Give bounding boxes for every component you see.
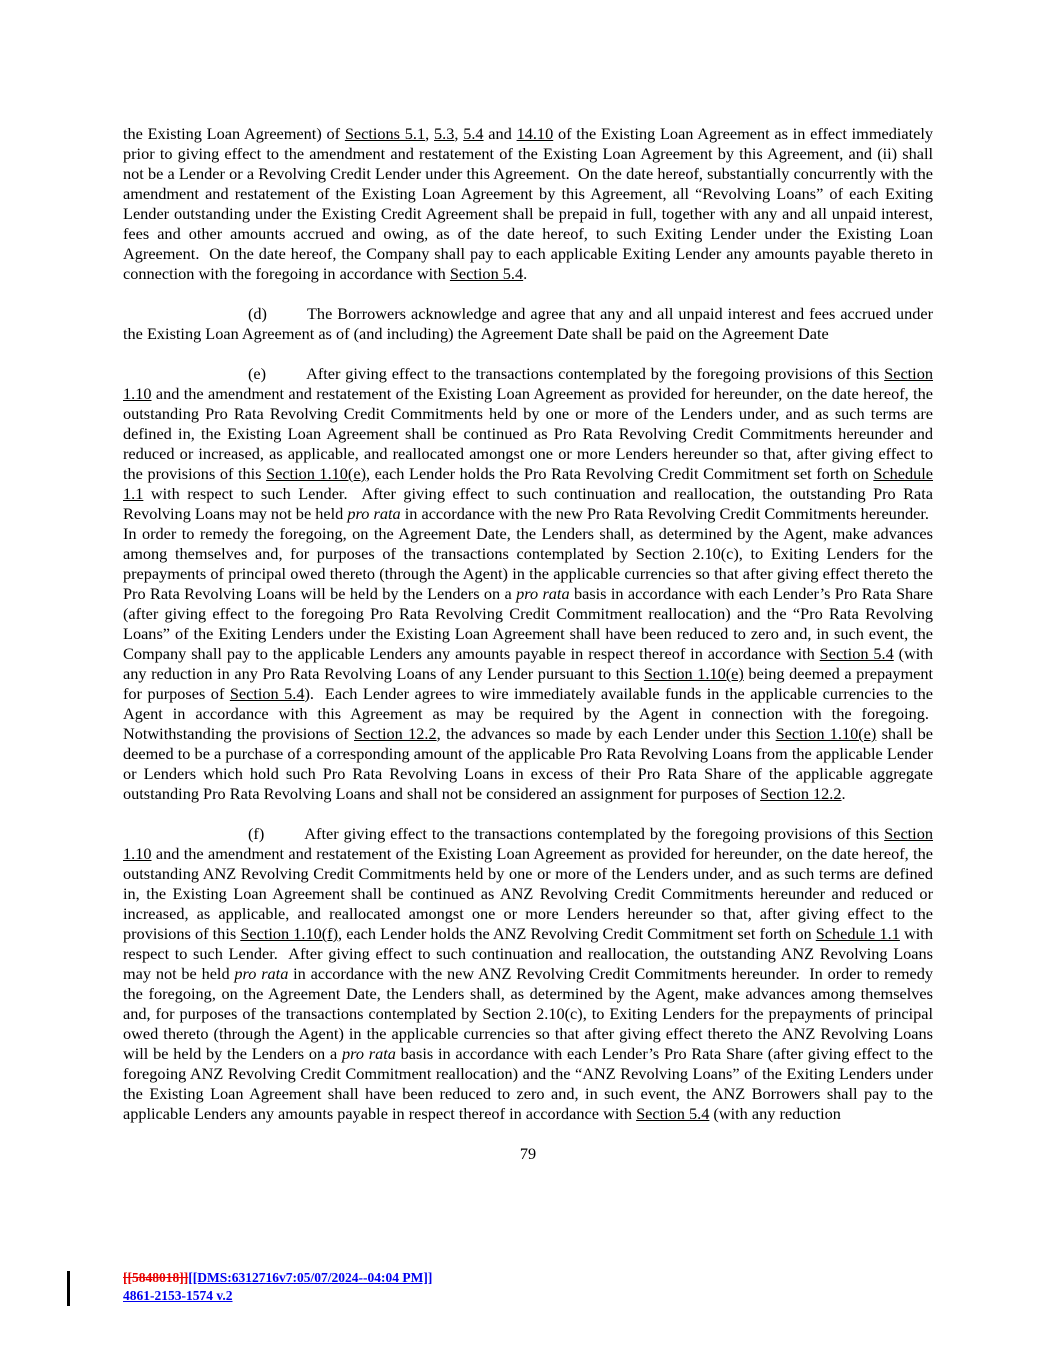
rich-text <box>123 1270 432 1285</box>
paragraph-label-e: (e) <box>248 364 267 383</box>
text-run: shall be deemed to be a purchase of a corresponding amount of the applicable Pro Rata Revolving Loans from the applicable Lender or Lenders which hold such Pro Rata Revolving Loans in excess of their Pro Rata Share of the applicable aggregate outstanding Pro Rata Revolving Loans and shall not be considered an assignment for purposes of <box>123 724 934 803</box>
text-run: (with any reduction <box>709 1104 841 1123</box>
text-run: After giving effect to the transactions contemplated by the foregoing provisions of this <box>304 824 885 843</box>
text-run: and <box>483 124 517 143</box>
text-run: basis in accordance with each Lender’s Pro Rata Share (after giving effect to the foregoing Pro Rata Revolving Credit Commitment reallocation) and the “Pro Rata Revolving Loans” of the Exiting Lenders under the Existing Loan Agreement shall have been reduced to zero and, in such event, the Company shall pay to the applicable Lenders any amounts payable in respect thereof in accordance with <box>123 584 934 663</box>
section-reference: Section 12.2 <box>353 724 437 743</box>
text-run: being deemed a prepayment for purposes of <box>123 664 934 703</box>
italic-term: pro rata <box>341 1044 396 1063</box>
rich-text <box>123 304 933 343</box>
page-number: 79 <box>519 1144 537 1163</box>
text-run: and the amendment and restatement of the Existing Loan Agreement as provided for hereunder, on the date hereof, the outstanding Pro Rata Revolving Credit Commitments held by one or more of the Lenders under, and as such terms are defined in, the Existing Loan Agreement shall be continued as Pro Rata Revolving Credit Commitments hereunder and reduced or increased, as applicable, and reallocated amongst one or more Lenders hereunder so that, after giving effect to the provisions of this <box>123 384 933 483</box>
section-reference: 14.10 <box>516 124 554 143</box>
section-reference: Section 12.2 <box>760 784 842 803</box>
text-block <box>123 124 933 1164</box>
paragraph-label-f: (f) <box>248 824 265 843</box>
section-reference: 5.4 <box>463 124 484 143</box>
text-run: , the advances so made by each Lender under this <box>436 724 776 743</box>
text-run: , each Lender holds the Pro Rata Revolving Credit Commitment set forth on <box>366 464 874 483</box>
section-reference: Section 5.4 <box>636 1104 710 1123</box>
text-run: the Existing Loan Agreement) of <box>123 124 345 143</box>
text-run: and the amendment and restatement of the Existing Loan Agreement as provided for hereunder, on the date hereof, the outstanding ANZ Revolving Credit Commitments held by one or more of the Lenders under, and as such terms are defined in, the Existing Loan Agreement shall be continued as ANZ Revolving Credit Commitments hereunder and reduced or increased, as applicable, and reallocated amongst one or more Lenders hereunder so that, after giving effect to the provisions of this <box>123 844 933 943</box>
text-run: . <box>523 264 528 283</box>
section-reference: Section 1.10(e) <box>775 724 877 743</box>
paragraph-e <box>123 364 933 804</box>
section-reference: Section 5.4 <box>229 684 305 703</box>
section-reference: Section 1.10 <box>123 824 933 863</box>
rich-text <box>123 364 933 803</box>
section-reference: Section 1.10(e) <box>643 664 744 683</box>
paragraph-f <box>123 824 933 1124</box>
section-reference: Section 1.10 <box>123 364 933 403</box>
section-reference: Schedule 1.1 <box>815 924 900 943</box>
italic-term: pro rata <box>234 964 289 983</box>
document-stamp <box>123 1269 432 1304</box>
italic-term: pro rata <box>516 584 570 603</box>
text-run: . <box>841 784 846 803</box>
rich-text <box>123 124 933 283</box>
text-run: , each Lender holds the ANZ Revolving Credit Commitment set forth on <box>338 924 816 943</box>
text-run: After giving effect to the transactions contemplated by the foregoing provisions of this <box>306 364 885 383</box>
deleted-doc-id: [[5848018]] <box>123 1270 189 1285</box>
text-run: ). Each Lender agrees to wire immediately available funds in the applicable currencies to the Agent in accordance with this Agreement as may be required by the Agent in connection with the foregoing. Notwithstanding the provisions of <box>123 684 933 743</box>
text-run: of the Existing Loan Agreement as in effect immediately prior to giving effect to the amendment and restatement of the Existing Loan Agreement by this Agreement, and (ii) shall not be a Lender or a Revolving Credit Lender under this Agreement. On the date hereof, substantially concurrently with the amendment and restatement of the Existing Loan Agreement by this Agreement, all “Revolving Loans” of each Exiting Lender outstanding under the Existing Credit Agreement shall be prepaid in full, together with any and all unpaid interest, fees and other amounts accrued and owing, as of the date hereof, to such Exiting Lender under the Existing Loan Agreement. On the date hereof, the Company shall pay to each applicable Exiting Lender any amounts payable thereto in connection with the foregoing in accordance with <box>123 124 934 283</box>
section-reference: Section 5.4 <box>449 264 524 283</box>
section-reference: 5.3 <box>433 124 455 143</box>
text-run: The Borrowers acknowledge and agree that any and all unpaid interest and fees accrued under the Existing Loan Agreement as of (and including) the Agreement Date shall be paid on the Agreement Date <box>123 304 933 343</box>
stamp-line-2 <box>123 1287 432 1305</box>
italic-term: pro rata <box>347 504 401 523</box>
text-run: in accordance with the new Pro Rata Revolving Credit Commitments hereunder. In order to remedy the foregoing, on the Agreement Date, the Lenders shall, as determined by the Agent, make advances among themselves and, for purposes of the transactions contemplated by Section 2.10(c), to Exiting Lenders for the prepayments of principal owed thereto (through the Agent) in the applicable currencies so that after giving effect thereto the Pro Rata Revolving Loans will be held by the Lenders on a <box>123 504 933 603</box>
text-run: with respect to such Lender. After giving effect to such continuation and reallocation, the outstanding ANZ Revolving Loans may not be held <box>123 924 933 983</box>
text-run: (with any reduction in any Pro Rata Revolving Loans of any Lender pursuant to this <box>123 644 933 683</box>
text-run: , <box>425 124 434 143</box>
dms-stamp-text: [[DMS:6312716v7:05/07/2024--04:04 PM]] <box>188 1270 433 1285</box>
section-reference: Section 1.10(e) <box>266 464 366 483</box>
text-run: in accordance with the new ANZ Revolving Credit Commitments hereunder. In order to remedy the foregoing, on the Agreement Date, the Lenders shall, as determined by the Agent, make advances among themselves and, for purposes of the transactions contemplated by Section 2.10(c), to Exiting Lenders for the prepayments of principal owed thereto (through the Agent) in the applicable currencies so that after giving effect thereto the ANZ Revolving Loans will be held by the Lenders on a <box>123 964 933 1063</box>
change-bar <box>67 1271 70 1306</box>
rich-text <box>123 824 933 1123</box>
section-reference: Sections 5.1 <box>344 124 426 143</box>
paragraph-continuation <box>123 124 933 284</box>
text-run: with respect to such Lender. After giving effect to such continuation and reallocation, the outstanding Pro Rata Revolving Loans may not be held <box>123 484 933 523</box>
text-run: , <box>454 124 464 143</box>
paragraph-label-d: (d) <box>248 304 267 323</box>
section-reference: Schedule 1.1 <box>123 464 933 503</box>
section-reference: Section 5.4 <box>819 644 894 663</box>
section-reference: Section 1.10(f) <box>240 924 339 943</box>
document-id: 4861-2153-1574 v.2 <box>123 1287 233 1303</box>
paragraph-d <box>123 304 933 344</box>
stamp-line-1 <box>123 1269 432 1287</box>
text-run: basis in accordance with each Lender’s Pro Rata Share (after giving effect to the foregoing ANZ Revolving Credit Commitment reallocation) and the “ANZ Revolving Loans” of the Exiting Lenders under the Existing Loan Agreement shall have been reduced to zero and, in such event, the ANZ Borrowers shall pay to the applicable Lenders any amounts payable in respect thereof in accordance with <box>123 1044 933 1123</box>
